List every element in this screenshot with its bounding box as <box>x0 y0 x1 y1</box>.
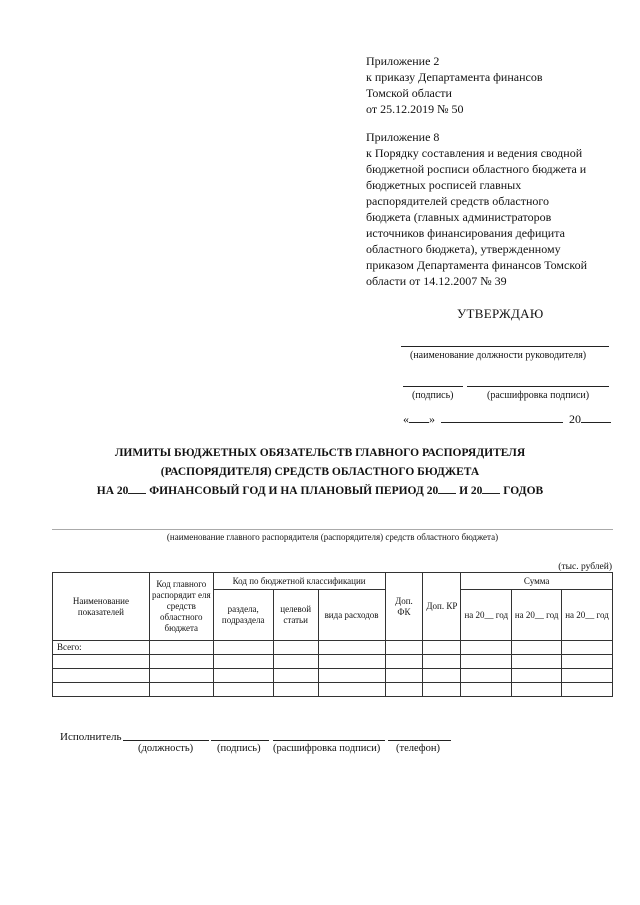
title-part: ФИНАНСОВЫЙ ГОД И НА ПЛАНОВЫЙ ПЕРИОД 20 <box>146 485 439 497</box>
executor-label: Исполнитель <box>60 731 122 743</box>
table-cell <box>512 669 562 683</box>
signature-line <box>403 386 463 387</box>
executor-decoding-caption: (расшифровка подписи) <box>273 743 381 754</box>
table-cell <box>461 655 512 669</box>
header-year-2: на 20__ год <box>512 590 562 641</box>
appendix-8-note <box>366 129 611 289</box>
table-cell <box>149 683 213 697</box>
table-cell <box>562 655 613 669</box>
table-cell <box>385 641 423 655</box>
table-cell <box>512 655 562 669</box>
appendix-2-line: Томской области <box>366 86 452 100</box>
table-row <box>53 669 613 683</box>
year-blank <box>128 483 146 494</box>
appendix-2-line: к приказу Департамента финансов <box>366 70 543 84</box>
table-cell <box>53 669 150 683</box>
decoding-caption: (расшифровка подписи) <box>487 390 590 401</box>
org-name-caption: (наименование главного распорядителя (распорядителя) средств областного бюджета) <box>166 532 499 542</box>
header-dop-fk: Доп. ФК <box>385 573 423 641</box>
header-dop-kr: Доп. КР <box>423 573 461 641</box>
appendix-8-line: бюджета (главных администраторов <box>366 210 552 224</box>
executor-decoding-line <box>273 740 385 741</box>
decoding-line <box>467 386 609 387</box>
appendix-8-line: областного бюджета), утвержденному <box>366 242 561 256</box>
date-month-blank <box>441 411 563 423</box>
executor-signature-caption: (подпись) <box>217 743 261 754</box>
table-cell <box>273 641 318 655</box>
appendix-2-line: от 25.12.2019 № 50 <box>366 102 464 116</box>
date-day-blank <box>409 411 429 423</box>
approval-title: УТВЕРЖДАЮ <box>457 306 544 321</box>
table-cell <box>562 669 613 683</box>
appendix-8-line: Приложение 8 <box>366 130 440 144</box>
appendix-2-line: Приложение 2 <box>366 54 440 68</box>
header-target: целевой статьи <box>273 590 318 641</box>
position-signature-line <box>401 346 609 347</box>
table-cell <box>512 683 562 697</box>
table-cell <box>562 641 613 655</box>
appendix-8-line: бюджетных росписей главных <box>366 178 522 192</box>
appendix-8-line: распорядителей средств областного <box>366 194 549 208</box>
year-blank <box>438 483 456 494</box>
header-expense-type: вида расходов <box>318 590 385 641</box>
table-cell <box>423 641 461 655</box>
table-row <box>53 641 613 655</box>
header-year-3: на 20__ год <box>562 590 613 641</box>
table-cell <box>273 669 318 683</box>
date-year-blank <box>581 411 611 423</box>
table-cell <box>461 641 512 655</box>
date-close-quote: » <box>429 412 435 426</box>
header-admin-code: Код главного распорядит еля средств областного бюджета <box>149 573 213 641</box>
appendix-8-line: бюджетной росписи областного бюджета и <box>366 162 587 176</box>
units-label: (тыс. рублей) <box>558 562 612 572</box>
org-name-line <box>52 529 613 530</box>
table-cell <box>318 669 385 683</box>
table-cell <box>318 655 385 669</box>
header-sum: Сумма <box>461 573 613 590</box>
approval-date-line <box>403 411 611 427</box>
total-label: Всего: <box>53 641 150 655</box>
executor-position-caption: (должность) <box>138 743 194 754</box>
table-cell <box>149 641 213 655</box>
header-indicator-name: Наименование показателей <box>53 573 150 641</box>
appendix-8-line: источников финансирования дефицита <box>366 226 565 240</box>
title-part: НА 20 <box>96 485 129 497</box>
document-title <box>60 444 580 501</box>
signature-caption: (подпись) <box>412 390 454 401</box>
title-part: ГОДОВ <box>500 485 544 497</box>
table-cell <box>53 683 150 697</box>
table-cell <box>385 669 423 683</box>
table-cell <box>213 641 273 655</box>
table-cell <box>562 683 613 697</box>
appendix-8-line: к Порядку составления и ведения сводной <box>366 146 583 160</box>
position-caption: (наименование должности руководителя) <box>410 350 587 361</box>
table-cell <box>273 655 318 669</box>
table-cell <box>273 683 318 697</box>
executor-phone-line <box>388 740 451 741</box>
header-section: раздела, подраздела <box>213 590 273 641</box>
table-cell <box>213 655 273 669</box>
table-cell <box>318 683 385 697</box>
header-year-1: на 20__ год <box>461 590 512 641</box>
title-line-1: ЛИМИТЫ БЮДЖЕТНЫХ ОБЯЗАТЕЛЬСТВ ГЛАВНОГО РАСПОРЯДИТЕЛЯ <box>114 447 526 459</box>
table-cell <box>213 669 273 683</box>
table-cell <box>423 655 461 669</box>
table-cell <box>149 655 213 669</box>
table-cell <box>53 655 150 669</box>
table-cell <box>423 683 461 697</box>
table-row <box>53 655 613 669</box>
appendix-8-line: области от 14.12.2007 № 39 <box>366 274 507 288</box>
date-year-prefix: 20 <box>569 412 581 426</box>
header-budget-class: Код по бюджетной классификации <box>213 573 385 590</box>
table-cell <box>149 669 213 683</box>
executor-position-line <box>123 740 209 741</box>
appendix-2-note <box>366 53 596 117</box>
date-open-quote: « <box>403 412 409 426</box>
table-cell <box>461 669 512 683</box>
table-cell <box>461 683 512 697</box>
executor-phone-caption: (телефон) <box>396 743 440 754</box>
table-row <box>53 683 613 697</box>
table-cell <box>385 655 423 669</box>
title-line-3 <box>60 482 580 501</box>
year-blank <box>482 483 500 494</box>
table-cell <box>423 669 461 683</box>
table-cell <box>512 641 562 655</box>
appendix-8-line: приказом Департамента финансов Томской <box>366 258 587 272</box>
limits-table <box>52 572 613 697</box>
table-cell <box>385 683 423 697</box>
table-cell <box>318 641 385 655</box>
table-cell <box>213 683 273 697</box>
executor-signature-line <box>211 740 269 741</box>
title-line-2: (РАСПОРЯДИТЕЛЯ) СРЕДСТВ ОБЛАСТНОГО БЮДЖЕТА <box>160 466 480 478</box>
title-part: И 20 <box>456 485 483 497</box>
